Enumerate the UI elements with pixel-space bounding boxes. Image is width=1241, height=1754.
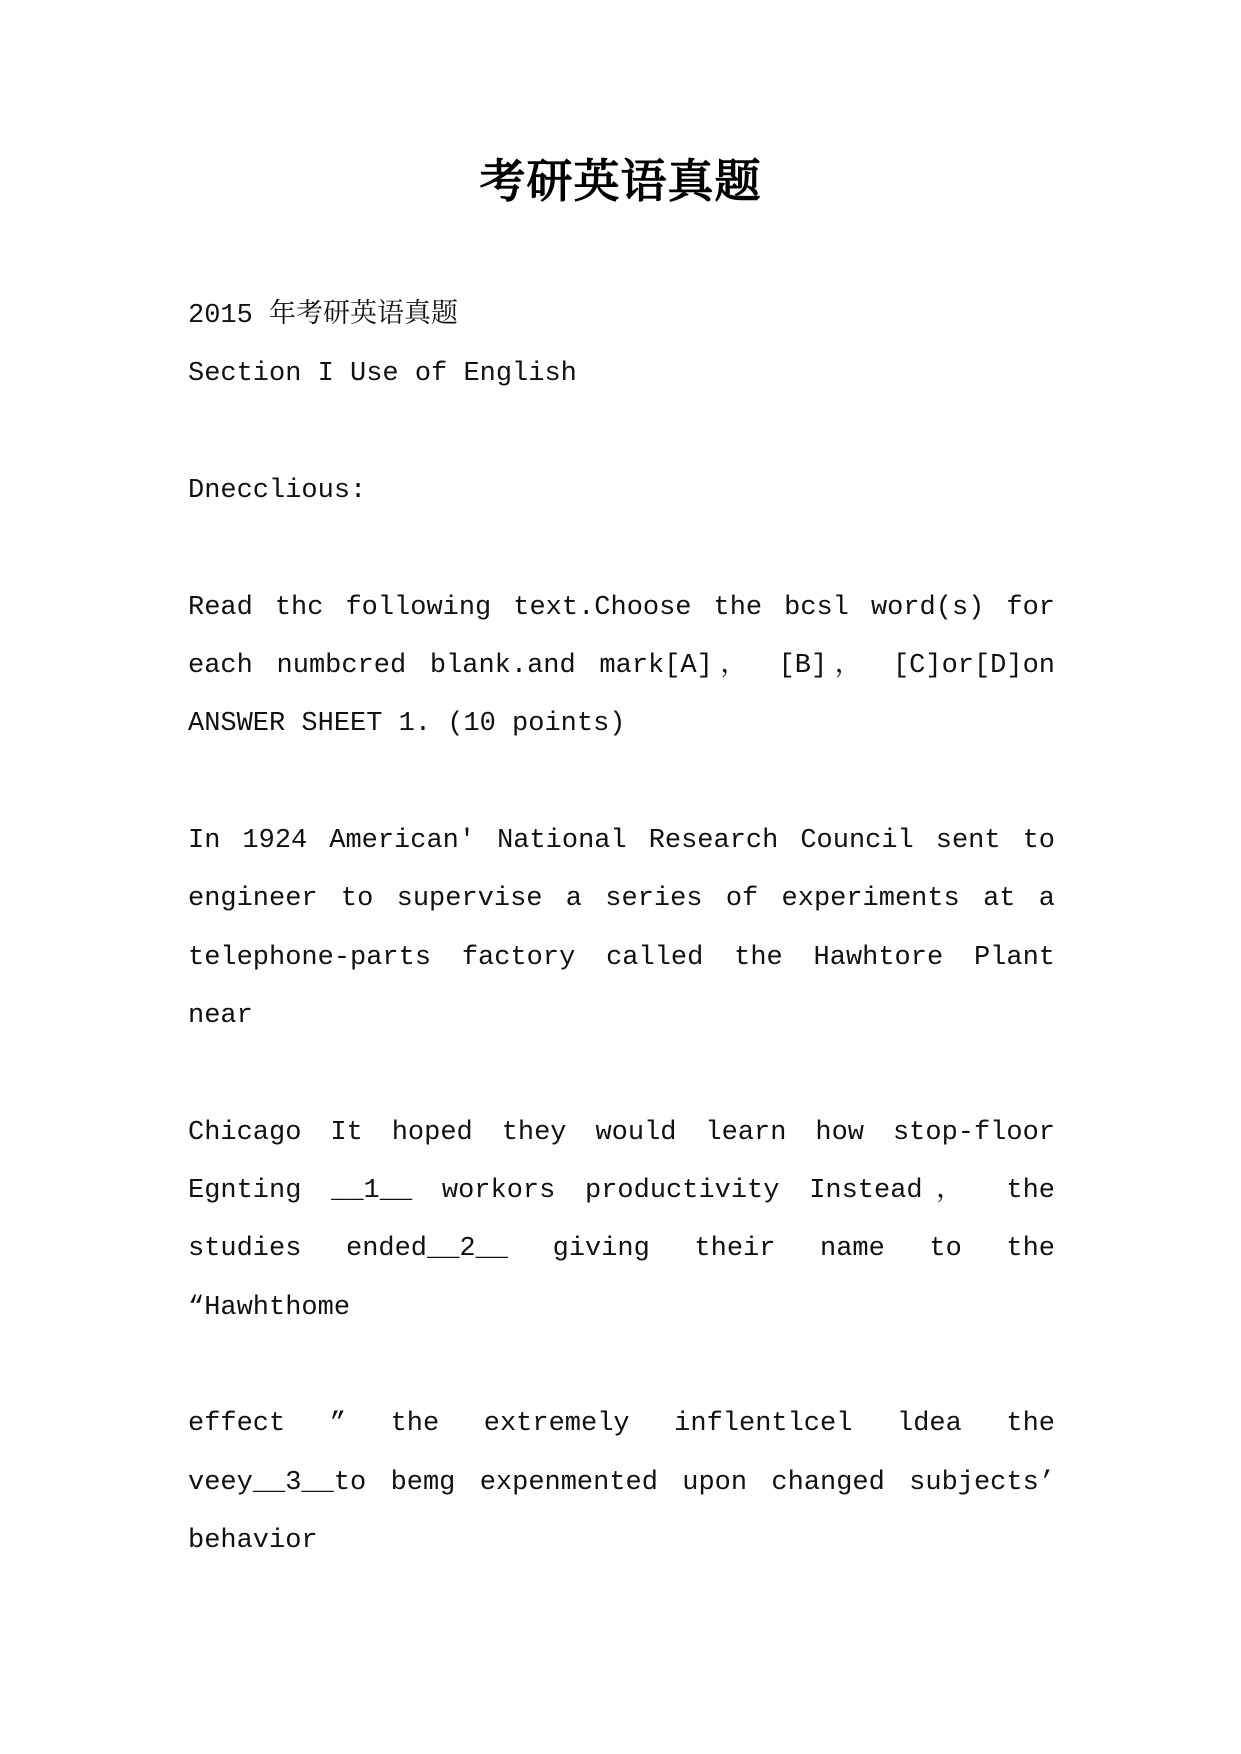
paragraph-directions: [188, 579, 1055, 754]
directions-label: Dnecclious:: [188, 475, 367, 506]
paragraph-directions-label: [188, 462, 1055, 520]
paragraph-line: near: [188, 1000, 253, 1031]
section-title-line: Section I Use of English: [188, 359, 577, 390]
paragraph-line: behavior: [188, 1525, 318, 1556]
paragraph-line: engineer to supervise a series of experiments at a: [188, 884, 1055, 915]
paragraph-line: Read thc following text.Choose the bcsl word(s) for: [188, 592, 1055, 623]
paragraph-line: “Hawhthome: [188, 1292, 351, 1323]
paragraph-passage-2: [188, 1104, 1055, 1337]
paragraph-line: In 1924 American' National Research Council sent to: [188, 825, 1055, 856]
document-title: 考研英语真题: [479, 156, 762, 207]
paragraph-line: Egnting __1__ workors productivity Instead， the: [188, 1175, 1055, 1206]
paragraph-passage-3: [188, 1395, 1055, 1570]
paragraph-line: veey__3__to bemg expenmented upon changed subjects’: [188, 1467, 1055, 1498]
paragraph-line: effect ” the extremely inflentlcel ldea the: [188, 1409, 1055, 1440]
paragraph-heading: [188, 287, 1055, 404]
paragraph-line: studies ended__2__ giving their name to the: [188, 1234, 1055, 1265]
paragraph-line: telephone-parts factory called the Hawhtore Plant: [188, 942, 1055, 973]
document-body: [188, 287, 1055, 1629]
paragraph-passage-1: [188, 812, 1055, 1045]
paragraph-line: ANSWER SHEET 1. (10 points): [188, 709, 626, 740]
subtitle-line: 2015 年考研英语真题: [188, 301, 459, 331]
paragraph-line: each numbcred blank.and mark[A]， [B]， [C]or[D]on: [188, 650, 1055, 681]
paragraph-line: Chicago It hoped they would learn how stop-floor: [188, 1117, 1055, 1148]
